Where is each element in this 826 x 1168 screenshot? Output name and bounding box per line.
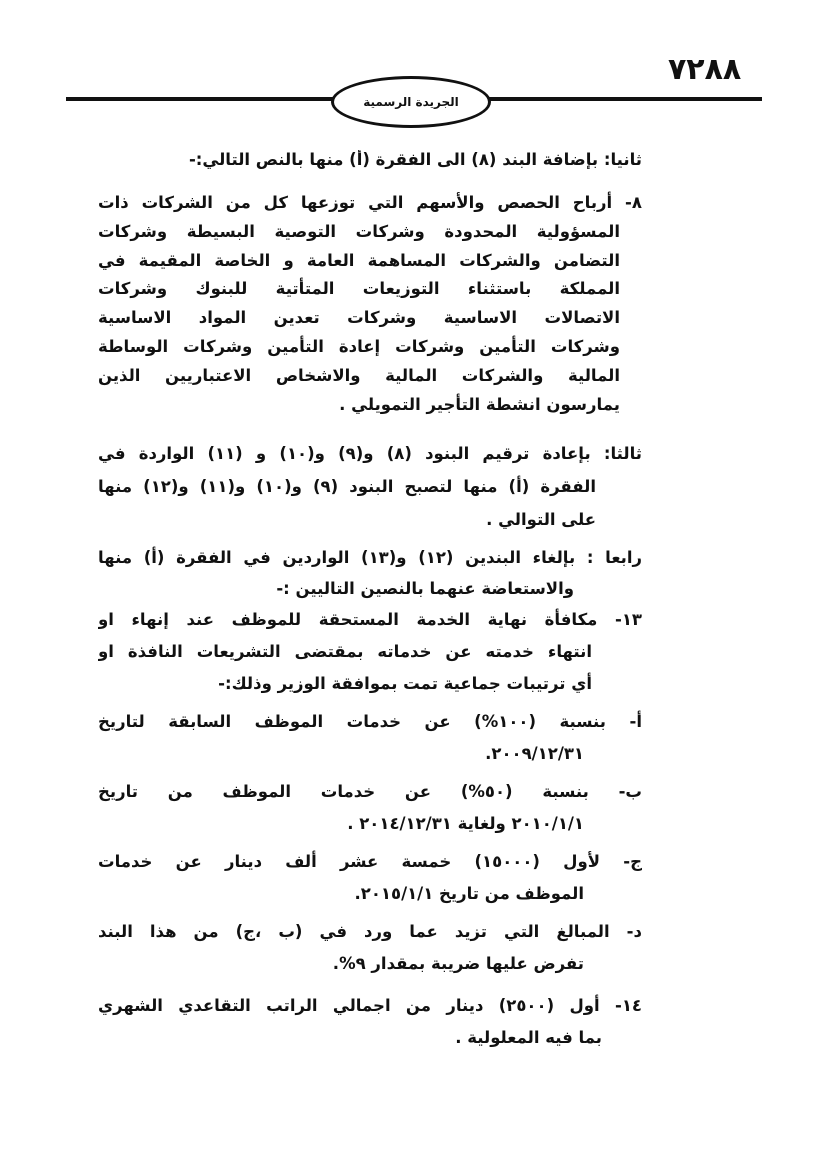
clause-14 <box>98 990 642 1054</box>
clause-8-line: الاتصالات الاساسية وشركات تعدين المواد الاساسية <box>98 308 620 328</box>
section-thaniyan <box>98 150 642 169</box>
subclause-a-line: ٢٠٠٩/١٢/٣١. <box>485 744 584 764</box>
subclause-b <box>98 776 642 840</box>
section-thaniyan-title: ثانيا: بإضافة البند (٨) الى الفقرة (أ) منها بالنص التالي:- <box>188 150 642 169</box>
clause-8-line: المملكة باستثناء التوزيعات المتأتية للبنوك وشركات <box>98 279 620 299</box>
section-thalithan-line: الفقرة (أ) منها لتصبح البنود (٩) و(١٠) و(١١) و(١٢) منها <box>98 477 596 497</box>
clause-13-line: انتهاء خدمته عن خدماته بمقتضى التشريعات النافذة او <box>98 642 592 662</box>
section-rabian <box>98 542 642 604</box>
clause-14-line: ١٤- أول (٢٥٠٠) دينار من اجمالي الراتب التقاعدي الشهري <box>98 996 642 1016</box>
clause-8-line: ٨- أرباح الحصص والأسهم التي توزعها كل من الشركات ذات <box>98 193 642 212</box>
subclause-c-line: الموظف من تاريخ ٢٠١٥/١/١. <box>354 884 584 904</box>
subclause-c-line: ج- لأول (١٥٠٠٠) خمسة عشر ألف دينار عن خدمات <box>98 852 642 872</box>
clause-8-line: المالية والشركات المالية والاشخاص الاعتباريين الذين <box>98 365 620 385</box>
subclause-c <box>98 846 642 910</box>
section-thalithan-line: ثالثا: بإعادة ترقيم البنود (٨) و(٩) و(١٠) و (١١) الواردة في <box>98 444 642 464</box>
subclause-a-line: أ- بنسبة (١٠٠%) عن خدمات الموظف السابقة لتاريخ <box>98 712 642 732</box>
subclause-d-line: تفرض عليها ضريبة بمقدار ٩%. <box>332 954 584 974</box>
publication-oval <box>331 76 491 128</box>
subclause-d <box>98 916 642 980</box>
subclause-d-line: د- المبالغ التي تزيد عما ورد في (ب ،ج) من هذا البند <box>98 922 642 942</box>
section-rabian-line: رابعا : بإلغاء البندين (١٢) و(١٣) الواردين في الفقرة (أ) منها <box>98 548 642 568</box>
section-rabian-line: والاستعاضة عنهما بالنصين التاليين :- <box>276 579 574 599</box>
subclause-a <box>98 706 642 770</box>
subclause-b-line: ب- بنسبة (٥٠%) عن خدمات الموظف من تاريخ <box>98 782 642 802</box>
clause-13-line: ١٣- مكافأة نهاية الخدمة المستحقة للموظف عند إنهاء او <box>98 610 642 630</box>
document-body <box>98 150 642 1054</box>
clause-8-line: يمارسون انشطة التأجير التمويلي . <box>339 394 620 414</box>
clause-8-line: التضامن والشركات المساهمة العامة و الخاصة المقيمة في <box>98 250 620 270</box>
subclause-b-line: ٢٠١٠/١/١ ولغاية ٢٠١٤/١٢/٣١ . <box>347 814 584 834</box>
section-thalithan <box>98 437 642 536</box>
page-number: ٧٢٨٨ <box>668 52 742 87</box>
clause-8-line: المسؤولية المحدودة وشركات التوصية البسيطة وشركات <box>98 221 620 241</box>
clause-13-line: أي ترتيبات جماعية تمت بموافقة الوزير وذلك:- <box>218 674 592 694</box>
clause-13 <box>98 604 642 700</box>
section-thalithan-line: على التوالي . <box>486 510 596 530</box>
clause-8 <box>98 189 642 419</box>
publication-name: الجريدة الرسمية <box>363 95 459 109</box>
clause-14-line: بما فيه المعلولية . <box>455 1028 602 1048</box>
clause-8-line: وشركات التأمين وشركات إعادة التأمين وشركات الوساطة <box>98 336 620 356</box>
